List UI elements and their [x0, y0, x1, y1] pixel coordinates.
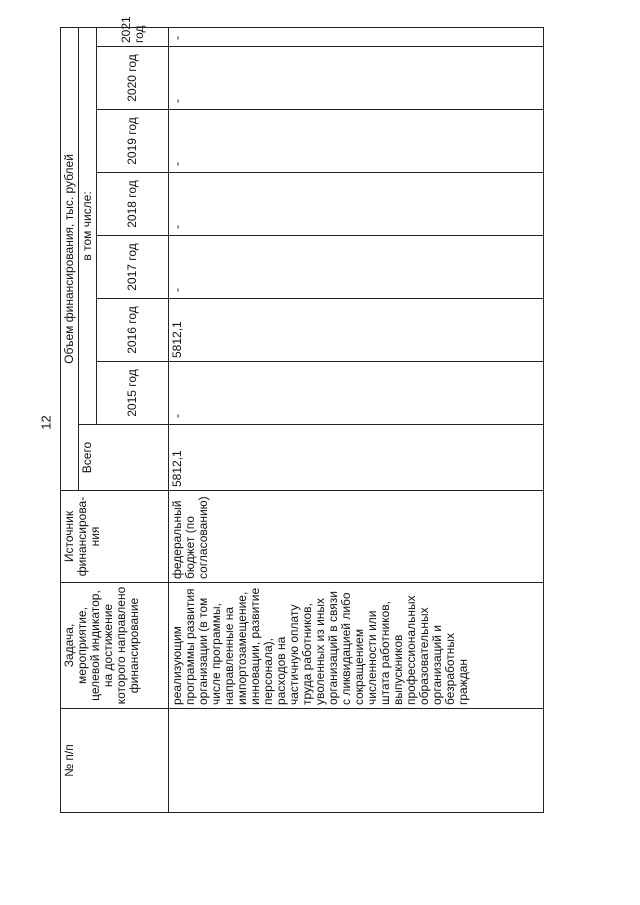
cell-2020: -	[169, 47, 544, 110]
rotated-table-container	[60, 16, 567, 813]
header-year-2020: 2020 год	[97, 47, 169, 110]
financing-table	[60, 16, 544, 813]
header-num: № п/п	[61, 709, 169, 813]
cell-2017: -	[169, 236, 544, 299]
cell-source: федеральный бюджет (по согласованию)	[169, 491, 544, 583]
cell-2021: -	[169, 27, 544, 46]
header-year-2019: 2019 год	[97, 110, 169, 173]
header-year-2017: 2017 год	[97, 236, 169, 299]
header-task: Задача, мероприятие, целевой индикатор, на достижение которого направлено финансирование	[61, 583, 169, 709]
header-year-2016: 2016 год	[97, 299, 169, 362]
header-funding: Объем финансирования, тыс. рублей	[61, 27, 79, 490]
header-year-2021: 2021 год	[97, 27, 169, 46]
header-source: Источник финансирова-ния	[61, 491, 169, 583]
header-year-2015: 2015 год	[97, 362, 169, 425]
cell-2018: -	[169, 173, 544, 236]
cell-2016: 5812,1	[169, 299, 544, 362]
page-number: 12	[38, 415, 54, 430]
cell-task: реализующим программы развития организации (в том числе программы, направленные на импортозамещение, инновации, развитие персонала), расходов на частичную оплату труда работников, уволенных из иных организаций в связи с ликвидацией либо сокращением численности или штата работников, выпускников профессиональных образовательных организаций и безработных граждан	[169, 583, 544, 709]
table-row	[169, 27, 544, 812]
header-total: Всего	[79, 425, 169, 491]
header-including: в том числе:	[79, 27, 97, 424]
cell-num	[169, 709, 544, 813]
header-year-2018: 2018 год	[97, 173, 169, 236]
cell-total: 5812,1	[169, 425, 544, 491]
cell-2019: -	[169, 110, 544, 173]
cell-2015: -	[169, 362, 544, 425]
